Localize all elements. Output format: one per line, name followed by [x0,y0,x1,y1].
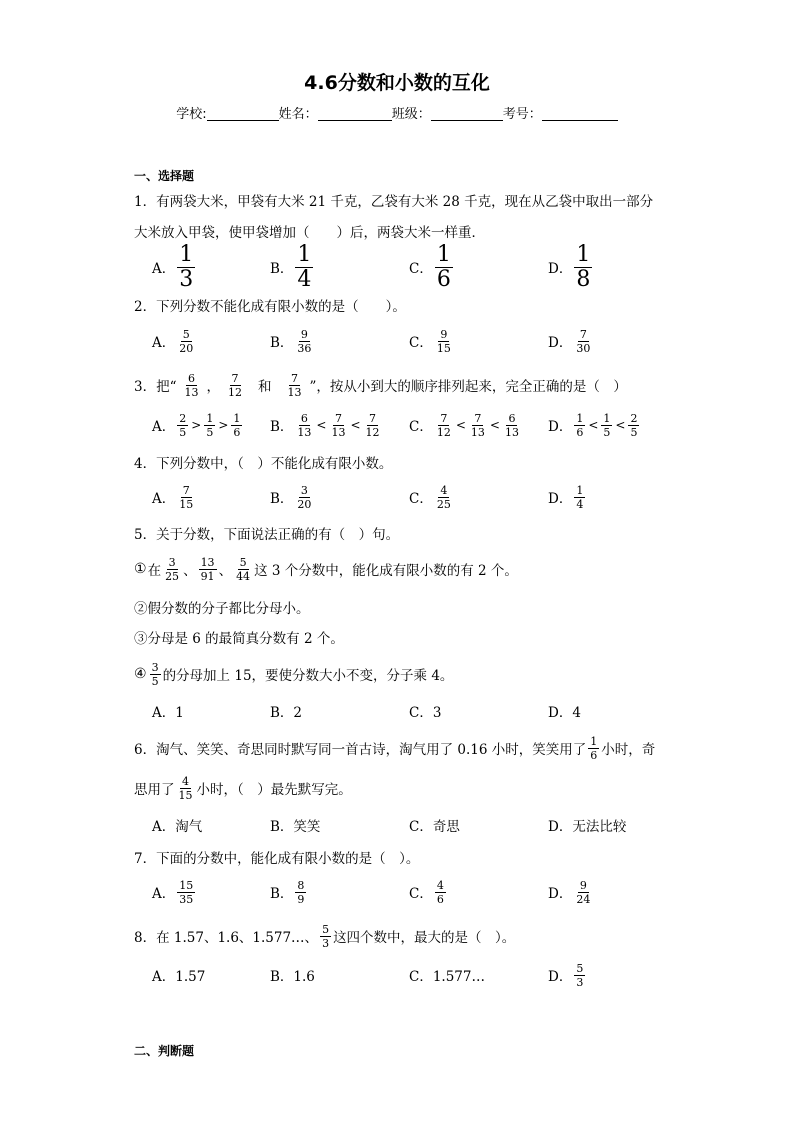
q8-options [0,960,794,990]
q1-option-b[interactable]: B． $\frac{1}{4}$ [270,241,312,292]
fraction: $\frac{1}{4}$ [297,241,312,292]
fraction: $\frac{7}{13}$ [331,411,346,439]
fraction: $\frac{15}{35}$ [179,878,194,906]
q5-option-c[interactable]: C．3 [409,705,442,721]
fraction: $\frac{2}{5}$ [630,411,638,439]
fraction: $\frac{9}{15}$ [436,327,451,355]
q8-option-b[interactable]: B．1.6 [270,969,315,985]
q6-option-d[interactable]: D．无法比较 [548,819,627,835]
q5-option-a[interactable]: A．1 [152,705,184,721]
fraction: $\frac{5}{20}$ [179,327,194,355]
school-blank[interactable] [207,106,279,121]
q4-option-b[interactable]: B． $\frac{3}{20}$ [270,483,312,511]
q3-option-a[interactable]: A． $\frac{2}{5}$ > $\frac{1}{5}$ > $\frac{1}{6}$ [152,411,241,439]
fraction: $\frac{6}{13}$ [504,411,519,439]
page-title: 4.6分数和小数的互化 [304,72,490,94]
q1-option-d[interactable]: D． $\frac{1}{8}$ [548,241,591,292]
q3-option-b[interactable]: B． $\frac{6}{13}$ < $\frac{7}{13}$ < $\frac{7}{12}$ [270,411,380,439]
fraction: $\frac{9}{36}$ [297,327,312,355]
q1-options [0,241,794,292]
fraction: $\frac{4}{6}$ [436,878,444,906]
fraction: $\frac{7}{30}$ [576,327,591,355]
q8-option-c[interactable]: C．1.577… [409,969,485,985]
fraction: $\frac{13}{91}$ [200,555,215,583]
q6-option-b[interactable]: B．笑笑 [270,819,321,835]
q5-stem: 5．关于分数，下面说法正确的有（ ）句。 [134,527,400,543]
q5-statement-3: ③分母是 6 的最简真分数有 2 个。 [134,631,344,647]
section-title-judgement: 二、判断题 [134,1044,195,1058]
fraction: $\frac{7}{12}$ [228,371,242,399]
q4-option-c[interactable]: C． $\frac{4}{25}$ [409,483,451,511]
fraction: $\frac{1}{6}$ [436,241,451,292]
q4-option-d[interactable]: D． $\frac{1}{4}$ [548,483,584,511]
q8-option-a[interactable]: A．1.57 [152,969,206,985]
fraction: $\frac{7}{15}$ [179,483,194,511]
fraction: $\frac{4}{25}$ [436,483,451,511]
fraction: $\frac{5}{44}$ [236,555,251,583]
q7-option-c[interactable]: C． $\frac{4}{6}$ [409,878,444,906]
q7-option-d[interactable]: D． $\frac{9}{24}$ [548,878,591,906]
number-blank[interactable] [542,106,618,121]
q4-stem: 4．下列分数中，（ ）不能化成有限小数。 [134,456,393,472]
fraction: $\frac{2}{5}$ [179,411,187,439]
fraction: $\frac{7}{13}$ [287,371,302,399]
number-label: 考号： [502,107,542,122]
q5-option-d[interactable]: D．4 [548,705,581,721]
fraction: $\frac{1}{3}$ [179,241,194,292]
q5-option-b[interactable]: B．2 [270,705,303,721]
fraction: $\frac{8}{9}$ [297,878,305,906]
section-title-choice: 一、选择题 [134,169,195,183]
q8-stem: 8．在 1.57、1.6、1.577…、 $\frac{5}{3}$ 这四个数中，最大的是（ ）。 [134,922,516,950]
fraction: $\frac{1}{6}$ [576,411,584,439]
school-label: 学校: [176,107,207,122]
fraction: $\frac{6}{13}$ [184,371,199,399]
fraction: $\frac{3}{25}$ [165,555,180,583]
fraction: $\frac{5}{3}$ [576,961,584,989]
q4-options [0,482,794,512]
q2-option-d[interactable]: D． $\frac{7}{30}$ [548,327,591,355]
fraction: $\frac{5}{3}$ [322,922,330,950]
q5-statement-1: ① 在 $\frac{3}{25}$ 、 $\frac{13}{91}$ 、 $\frac{5}{44}$ 这 3 个分数中，能化成有限小数的有 2 个。 [134,555,518,583]
q1-stem-line1: 1．有两袋大米，甲袋有大米 21 千克，乙袋有大米 28 千克，现在从乙袋中取出一部分 [134,194,654,210]
name-label: 姓名： [278,107,318,122]
fraction: $\frac{1}{6}$ [233,411,241,439]
fraction: $\frac{7}{13}$ [470,411,485,439]
q6-options [0,810,794,840]
q2-stem: 2．下列分数不能化成有限小数的是（ ）。 [134,299,406,315]
q3-option-d[interactable]: D． $\frac{1}{6}$ < $\frac{1}{5}$ < $\frac{2}{5}$ [548,411,638,439]
q3-options [0,410,794,440]
q5-statement-2: ②假分数的分子都比分母小。 [134,601,310,617]
q5-options [0,696,794,726]
name-blank[interactable] [318,106,392,121]
q2-options [0,326,794,356]
q6-option-a[interactable]: A．淘气 [152,819,203,835]
fraction: $\frac{7}{12}$ [365,411,380,439]
q2-option-a[interactable]: A． $\frac{5}{20}$ [152,327,194,355]
q4-option-a[interactable]: A． $\frac{7}{15}$ [152,483,194,511]
q7-option-a[interactable]: A． $\frac{15}{35}$ [152,878,194,906]
q8-option-d[interactable]: D． $\frac{5}{3}$ [548,961,584,989]
q1-stem-line2: 大米放入甲袋，使甲袋增加（ ）后，两袋大米一样重． [134,225,485,241]
fraction: $\frac{3}{20}$ [297,483,312,511]
q6-stem-line2: 思用了 $\frac{4}{15}$ 小时，（ ）最先默写完。 [134,774,352,802]
q2-option-c[interactable]: C． $\frac{9}{15}$ [409,327,451,355]
fraction: $\frac{4}{15}$ [178,774,193,802]
fraction: $\frac{1}{6}$ [590,734,598,762]
fraction: $\frac{3}{5}$ [151,660,159,688]
q7-options [0,877,794,907]
class-blank[interactable] [431,106,503,121]
fraction: $\frac{1}{5}$ [603,411,611,439]
fraction: $\frac{9}{24}$ [576,878,591,906]
q3-stem: 3．把“ $\frac{6}{13}$ ， $\frac{7}{12}$ 和 $\frac{7}{13}$ ”，按从小到大的顺序排列起来，完全正确的是（ ） [134,371,627,399]
q3-option-c[interactable]: C． $\frac{7}{12}$ < $\frac{7}{13}$ < $\frac{6}{13}$ [409,411,519,439]
fraction: $\frac{7}{12}$ [436,411,451,439]
q7-option-b[interactable]: B． $\frac{8}{9}$ [270,878,305,906]
q6-stem-line1: 6．淘气、笑笑、奇思同时默写同一首古诗，淘气用了 0.16 小时，笑笑用了 $\frac{1}{6}$ 小时，奇 [134,734,656,762]
q1-option-c[interactable]: C． $\frac{1}{6}$ [409,241,451,292]
q6-option-c[interactable]: C．奇思 [409,819,460,835]
q1-option-a[interactable]: A． $\frac{1}{3}$ [152,241,194,292]
fraction: $\frac{1}{5}$ [206,411,214,439]
student-info-row [0,103,794,122]
q7-stem: 7．下面的分数中，能化成有限小数的是（ ）。 [134,851,420,867]
q5-statement-4: ④ $\frac{3}{5}$ 的分母加上 15，要使分数大小不变，分子乘 4。 [134,660,454,688]
fraction: $\frac{1}{8}$ [576,241,591,292]
q2-option-b[interactable]: B． $\frac{9}{36}$ [270,327,312,355]
fraction: $\frac{6}{13}$ [297,411,312,439]
class-label: 班级： [391,107,431,122]
fraction: $\frac{1}{4}$ [576,483,584,511]
